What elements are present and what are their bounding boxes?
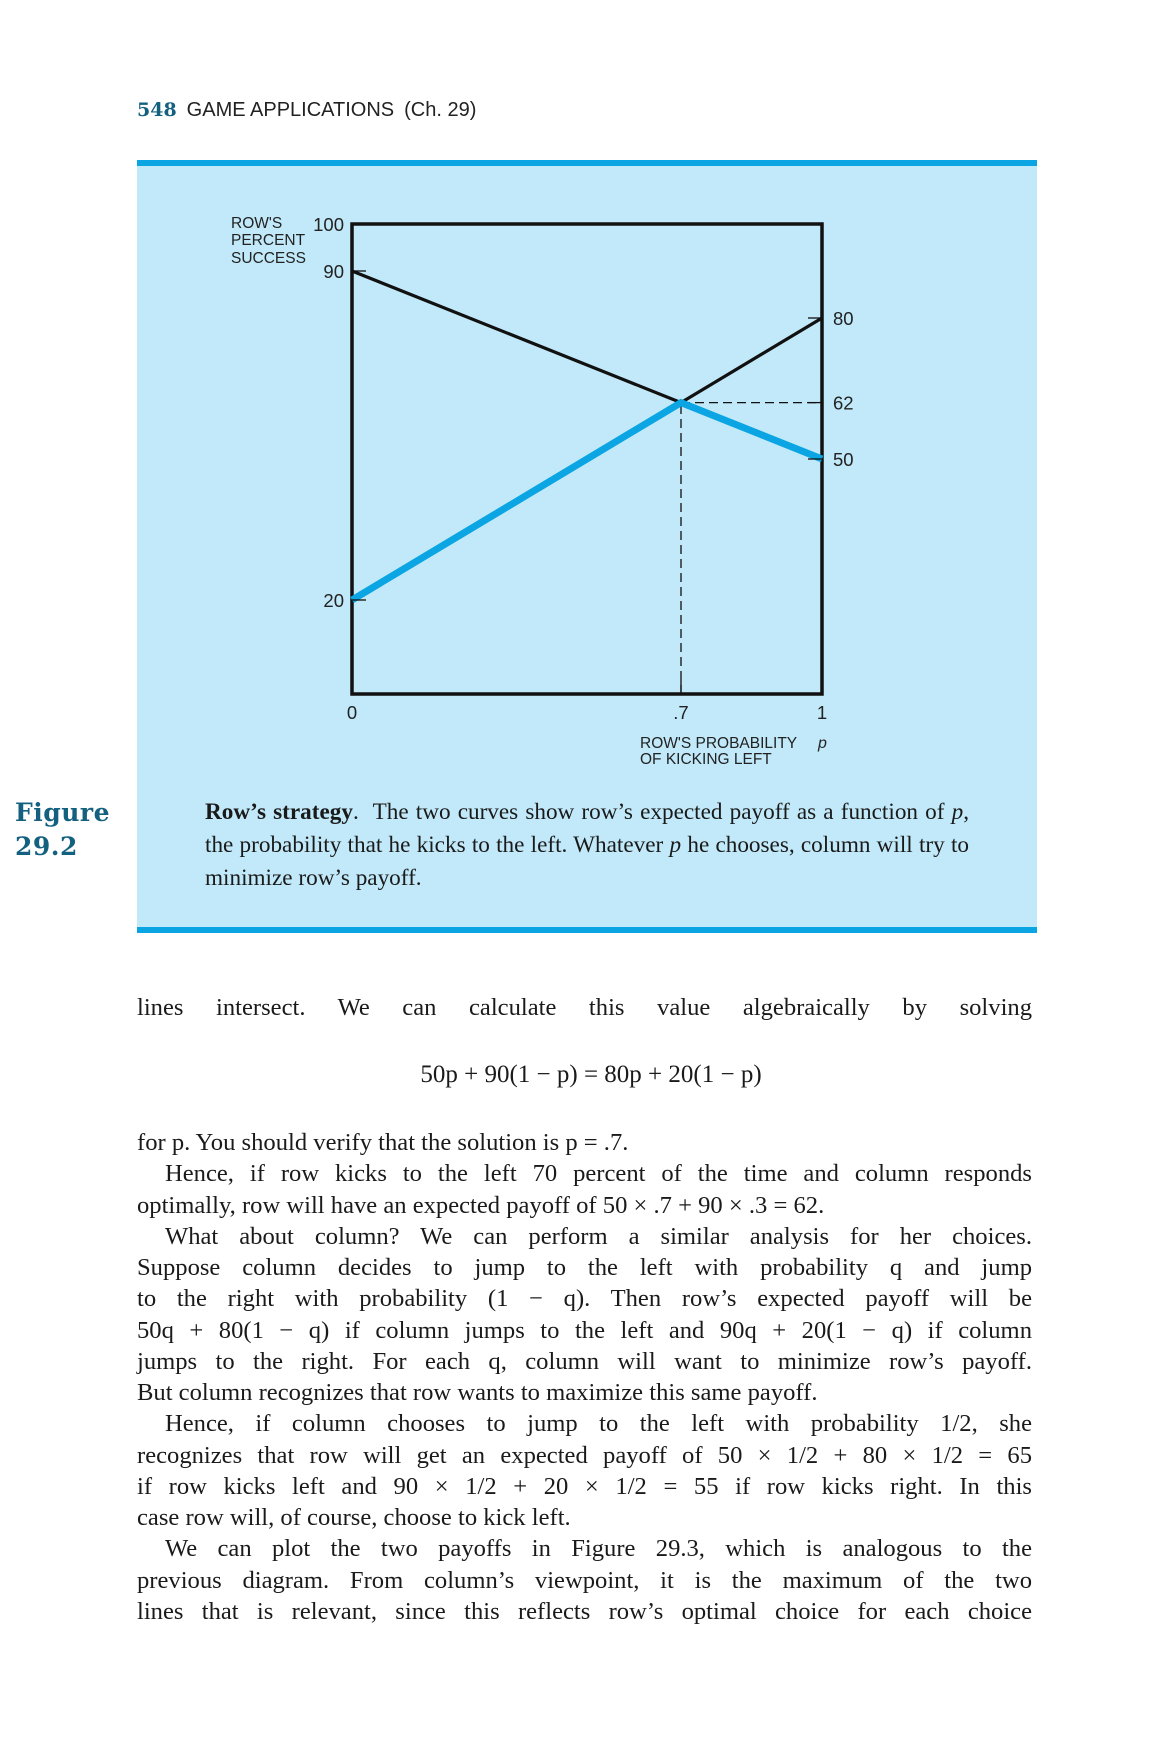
caption-text-1: The two curves show row’s expected payoff	[372, 799, 790, 825]
section-title: GAME APPLICATIONS	[186, 99, 395, 121]
body-line: jumps to the right. For each q, column will want to minimize row’s payoff.	[137, 1347, 1032, 1375]
x-axis-label-line2: OF KICKING LEFT	[640, 751, 772, 768]
x-tick-label: .7	[673, 702, 689, 723]
body-line: 50q + 80(1 − q) if column jumps to the left and 90q + 20(1 − q) if column	[137, 1316, 1032, 1344]
body-line: if row kicks left and 90 × 1/2 + 20 × 1/2 = 55 if row kicks right. In this	[137, 1472, 1032, 1500]
body-line: for p. You should verify that the solution is p = .7.	[137, 1129, 629, 1156]
y-tick-label-left: 100	[313, 214, 344, 235]
caption-var-p-2: p	[669, 832, 682, 858]
equation: 50p + 90(1 − p) = 80p + 20(1 − p)	[420, 1061, 762, 1088]
series-line-2	[681, 318, 822, 403]
caption-title: Row’s strategy	[205, 799, 353, 825]
y-axis-label-line2: PERCENT	[231, 232, 306, 249]
page-number: 548	[137, 99, 177, 121]
y-tick-label-right: 80	[833, 308, 854, 329]
y-tick-label-left: 90	[323, 261, 344, 282]
caption-text-5: he chooses, column will try to minimize row’s payoff.	[205, 832, 969, 891]
body-line: Suppose column decides to jump to the left with probability q and jump	[137, 1254, 1032, 1281]
body-line: recognizes that row will get an expected payoff of 50 × 1/2 + 80 × 1/2 = 65	[137, 1441, 1032, 1469]
body-line: Hence, if row kicks to the left 70 percent of the time and column responds	[165, 1160, 1032, 1188]
caption-text-2: as a function of	[796, 799, 945, 825]
figure-label	[15, 796, 125, 864]
y-tick-label-right: 62	[833, 392, 854, 414]
caption-var-p: p	[951, 799, 964, 825]
figure-label-word: Figure	[15, 798, 110, 827]
body-line: Hence, if column chooses to jump to the left with probability 1/2, she	[165, 1410, 1032, 1438]
caption-text-3: , the probability that he kicks to the left.	[205, 799, 969, 858]
body-line: What about column? We can perform a similar analysis for her choices.	[165, 1222, 1032, 1250]
x-variable-label: p	[818, 735, 827, 752]
body-paragraph-intro	[137, 992, 1032, 1023]
y-tick-label-right: 50	[833, 449, 854, 470]
body-line: case row will, of course, choose to kick left.	[137, 1504, 571, 1531]
body-line: lines that is relevant, since this reflects row’s optimal choice for each choice	[137, 1597, 1032, 1625]
body-line: lines intersect. We can calculate this value algebraically by solving	[137, 994, 1032, 1021]
x-tick-label: 1	[816, 702, 828, 723]
y-tick-label-left: 20	[323, 590, 344, 611]
x-tick-label: 0	[346, 702, 358, 723]
series-line-1	[352, 271, 681, 403]
body-line: We can plot the two payoffs in Figure 29.3, which is analogous to the	[165, 1535, 1032, 1563]
x-axis-label-line1: ROW'S PROBABILITY	[640, 735, 798, 752]
body-line: But column recognizes that row wants to maximize this same payoff.	[137, 1379, 818, 1406]
figure-caption: Row’s strategy. The two curves show row’s expected payoff as a function of p, the probability that he kicks to the left. Whatever p he chooses, column will try to minimize row’s payoff.	[205, 799, 969, 891]
caption-text-4: Whatever	[573, 832, 664, 858]
body-line: previous diagram. From column’s viewpoint, it is the maximum of the two	[137, 1566, 1032, 1594]
y-axis-label-line1: ROW'S	[231, 215, 283, 232]
chapter-ref: (Ch. 29)	[404, 99, 477, 121]
series-line-3	[352, 403, 822, 600]
body-line: to the right with probability (1 − q). Then row’s expected payoff will be	[137, 1285, 1032, 1313]
body-line: optimally, row will have an expected payoff of 50 × .7 + 90 × .3 = 62.	[137, 1191, 825, 1219]
figure-label-number: 29.2	[15, 832, 78, 861]
y-axis-label-line3: SUCCESS	[231, 250, 306, 267]
body-text	[137, 1127, 1032, 1627]
